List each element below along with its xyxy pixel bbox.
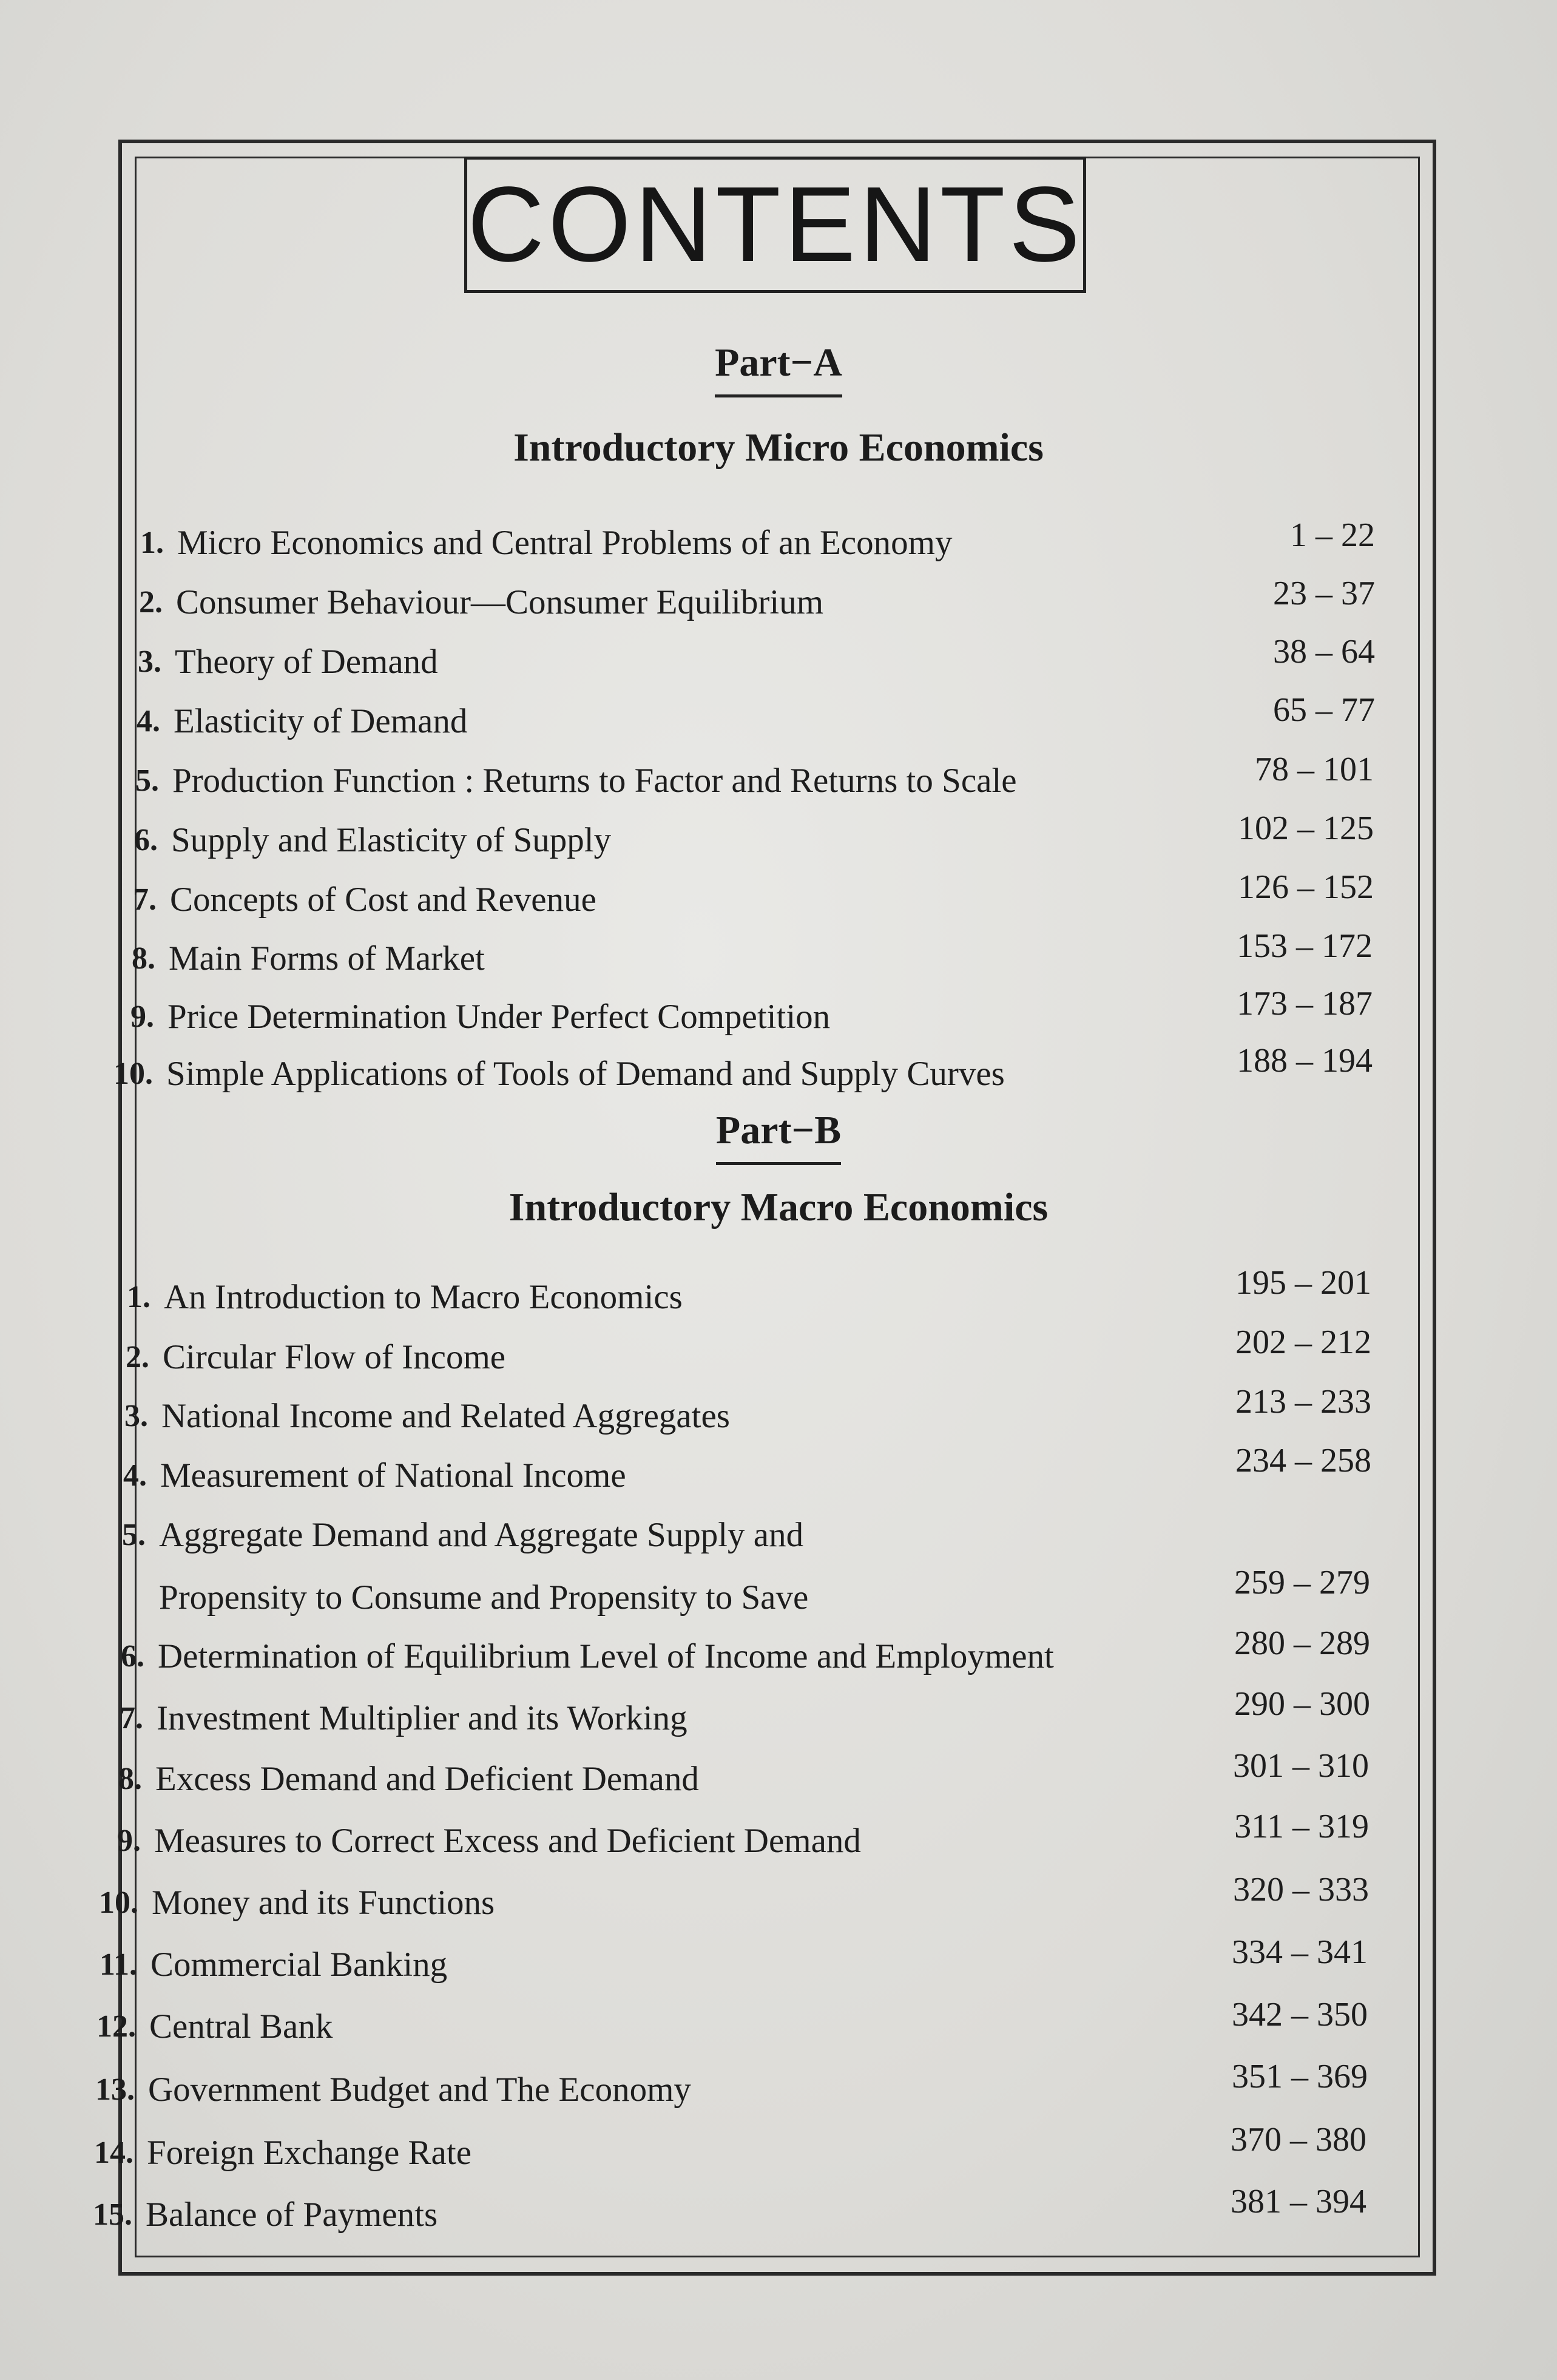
chapter-number: 10. bbox=[113, 1056, 153, 1091]
chapter-title: Measures to Correct Excess and Deficient Demand bbox=[154, 1822, 861, 1860]
chapter-number: 6. bbox=[121, 1639, 144, 1674]
chapter-number: 9. bbox=[117, 1824, 141, 1858]
page-range: 65 – 77 bbox=[1273, 691, 1375, 729]
part-b-label: Part−B bbox=[0, 1107, 1557, 1165]
chapter-title: Propensity to Consume and Propensity to Save bbox=[159, 1578, 809, 1617]
chapter-number: 7. bbox=[133, 882, 157, 917]
chapter-number: 14. bbox=[94, 2135, 133, 2170]
page-range: 153 – 172 bbox=[1237, 927, 1373, 965]
chapter-title: Government Budget and The Economy bbox=[148, 2071, 691, 2109]
chapter-number: 5. bbox=[122, 1518, 146, 1552]
chapter-title: Balance of Payments bbox=[146, 2196, 438, 2234]
chapter-title: Main Forms of Market bbox=[169, 939, 485, 978]
chapter-title: Consumer Behaviour—Consumer Equilibrium bbox=[176, 583, 824, 621]
page-range: 342 – 350 bbox=[1232, 1996, 1368, 2033]
chapter-title: Elasticity of Demand bbox=[174, 702, 468, 740]
chapter-number: 10. bbox=[99, 1885, 138, 1920]
chapter-title: Commercial Banking bbox=[150, 1946, 448, 1984]
page-range: 234 – 258 bbox=[1235, 1442, 1371, 1479]
page-range: 381 – 394 bbox=[1231, 2183, 1366, 2220]
chapter-title: An Introduction to Macro Economics bbox=[164, 1278, 683, 1316]
chapter-number: 3. bbox=[124, 1399, 148, 1433]
chapter-title: Foreign Exchange Rate bbox=[147, 2134, 471, 2172]
page-range: 351 – 369 bbox=[1232, 2058, 1368, 2095]
chapter-title: Simple Applications of Tools of Demand and Supply Curves bbox=[166, 1055, 1005, 1093]
page-range: 213 – 233 bbox=[1235, 1383, 1371, 1421]
chapter-title: Money and its Functions bbox=[152, 1884, 495, 1922]
page-range: 38 – 64 bbox=[1273, 633, 1375, 671]
page-range: 78 – 101 bbox=[1255, 751, 1374, 788]
chapter-number: 5. bbox=[135, 763, 159, 798]
page-range: 102 – 125 bbox=[1238, 810, 1374, 847]
chapter-number: 8. bbox=[132, 941, 155, 976]
chapter-number: 11. bbox=[99, 1947, 137, 1982]
chapter-title: Production Function : Returns to Factor and Returns to Scale bbox=[172, 762, 1017, 800]
chapter-title: Micro Economics and Central Problems of an Economy bbox=[177, 524, 953, 562]
chapter-title: Theory of Demand bbox=[175, 643, 438, 681]
chapter-number: 13. bbox=[95, 2072, 135, 2107]
chapter-number: 6. bbox=[134, 823, 158, 857]
page-range: 126 – 152 bbox=[1238, 868, 1374, 906]
chapter-title: National Income and Related Aggregates bbox=[161, 1397, 730, 1435]
page-range: 370 – 380 bbox=[1231, 2121, 1366, 2159]
page-range: 280 – 289 bbox=[1234, 1624, 1370, 1662]
chapter-number: 4. bbox=[123, 1458, 147, 1493]
chapter-number: 4. bbox=[137, 704, 160, 739]
page-range: 1 – 22 bbox=[1290, 516, 1375, 554]
page-range: 320 – 333 bbox=[1233, 1871, 1369, 1908]
page-range: 311 – 319 bbox=[1234, 1808, 1369, 1845]
part-a-subtitle: Introductory Micro Economics bbox=[513, 425, 1044, 470]
chapter-number: 1. bbox=[127, 1280, 150, 1314]
chapter-number: 3. bbox=[138, 644, 161, 679]
page-range: 23 – 37 bbox=[1273, 575, 1375, 612]
chapter-title: Measurement of National Income bbox=[160, 1456, 626, 1495]
page-range: 195 – 201 bbox=[1235, 1264, 1371, 1302]
chapter-title: Determination of Equilibrium Level of Income and Employment bbox=[158, 1637, 1054, 1675]
page-range: 290 – 300 bbox=[1234, 1685, 1370, 1723]
chapter-number: 8. bbox=[118, 1762, 142, 1796]
chapter-number: 1. bbox=[140, 526, 164, 560]
chapter-title: Supply and Elasticity of Supply bbox=[171, 821, 612, 859]
part-a-label: Part−A bbox=[0, 340, 1557, 397]
chapter-number: 15. bbox=[93, 2197, 132, 2232]
part-b-subtitle: Introductory Macro Economics bbox=[508, 1185, 1049, 1229]
chapter-number: 2. bbox=[139, 585, 163, 620]
page-range: 202 – 212 bbox=[1235, 1324, 1371, 1361]
chapter-title: Central Bank bbox=[149, 2007, 333, 2046]
page-range: 334 – 341 bbox=[1232, 1933, 1368, 1971]
chapter-number: 12. bbox=[96, 2009, 136, 2044]
page-range: 301 – 310 bbox=[1233, 1747, 1369, 1785]
chapter-title: Excess Demand and Deficient Demand bbox=[155, 1760, 699, 1798]
chapter-title: Circular Flow of Income bbox=[163, 1338, 506, 1376]
page-range: 173 – 187 bbox=[1237, 985, 1373, 1023]
page-range: 188 – 194 bbox=[1237, 1042, 1373, 1080]
chapter-number: 2. bbox=[126, 1340, 149, 1374]
chapter-title: Aggregate Demand and Aggregate Supply and bbox=[159, 1516, 804, 1554]
chapter-title: Price Determination Under Perfect Competition bbox=[167, 998, 831, 1036]
chapter-title: Concepts of Cost and Revenue bbox=[170, 881, 596, 919]
contents-heading: CONTENTS bbox=[464, 157, 1086, 293]
chapter-number: 9. bbox=[130, 999, 154, 1034]
page-range: 259 – 279 bbox=[1234, 1564, 1370, 1601]
chapter-title: Investment Multiplier and its Working bbox=[157, 1699, 687, 1737]
chapter-number: 7. bbox=[120, 1701, 143, 1736]
